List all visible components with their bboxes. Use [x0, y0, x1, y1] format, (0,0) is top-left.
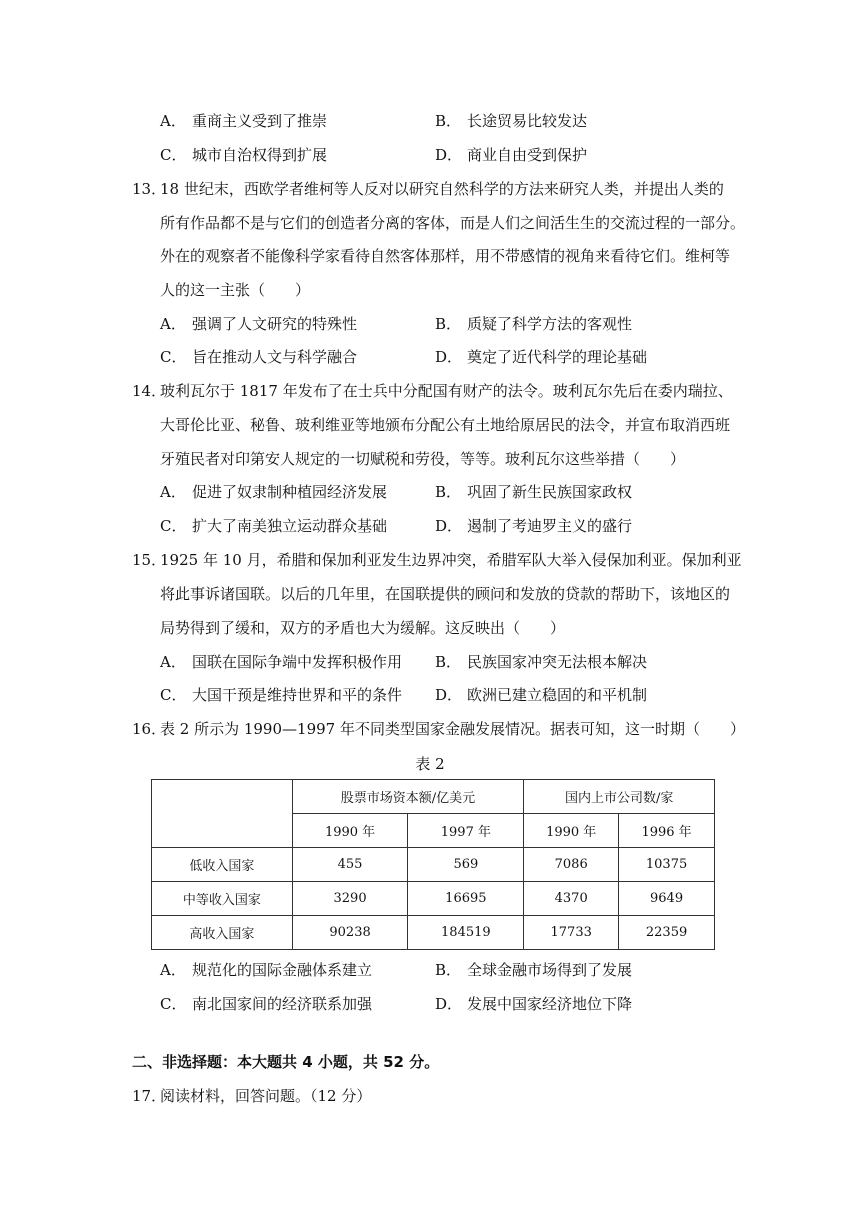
table-caption: 表 2	[415, 755, 445, 773]
q13-options-row-1	[160, 314, 720, 334]
table-cell: 10375	[619, 848, 715, 882]
q14-option-c: C． 扩大了南美独立运动群众基础	[160, 517, 388, 535]
q13-option-c: C． 旨在推动人文与科学融合	[160, 348, 358, 366]
q15-number: 15．	[132, 551, 167, 569]
q13-option-a: A． 强调了人文研究的特殊性	[160, 315, 358, 333]
q14-option-b: B． 巩固了新生民族国家政权	[435, 483, 633, 501]
q12-option-b: B． 长途贸易比较发达	[435, 112, 588, 130]
table-cell: 569	[408, 848, 524, 882]
q12-options-row-1	[160, 111, 720, 131]
table-row	[152, 848, 715, 882]
q14-option-a: A． 促进了奴隶制种植园经济发展	[160, 483, 388, 501]
q13-options-row-2	[160, 347, 720, 367]
table-cell: 17733	[524, 916, 619, 950]
q16-option-c: C． 南北国家间的经济联系加强	[160, 995, 373, 1013]
table-row	[152, 916, 715, 950]
q15-line-3: 局势得到了缓和，双方的矛盾也大为缓解。这反映出（ ）	[160, 619, 566, 637]
q12-options-row-2	[160, 145, 720, 165]
table-row-label: 中等收入国家	[152, 882, 293, 916]
q16-options-row-1	[160, 960, 720, 980]
table-row-label: 高收入国家	[152, 916, 293, 950]
q13-option-b: B． 质疑了科学方法的客观性	[435, 315, 633, 333]
q13-line-2: 所有作品都不是与它们的创造者分离的客体，而是人们之间活生生的交流过程的一部分。	[160, 214, 746, 232]
q16-line-1: 表 2 所示为 1990—1997 年不同类型国家金融发展情况。据表可知，这一时期（ ）	[160, 720, 745, 738]
q16-option-b: B． 全球金融市场得到了发展	[435, 961, 633, 979]
table-cell: 7086	[524, 848, 619, 882]
q15-options-row-2	[160, 685, 720, 705]
table-row-label: 低收入国家	[152, 848, 293, 882]
q14-options-row-1	[160, 482, 720, 502]
q15-option-d: D． 欧洲已建立稳固的和平机制	[435, 686, 648, 704]
q14-line-3: 牙殖民者对印第安人规定的一切赋税和劳役，等等。玻利瓦尔这些举措（ ）	[160, 450, 686, 468]
table-cell: 455	[292, 848, 408, 882]
q14-option-d: D． 遏制了考迪罗主义的盛行	[435, 517, 633, 535]
table-cell: 184519	[408, 916, 524, 950]
q15-options-row-1	[160, 652, 720, 672]
table-year-header: 1996 年	[619, 814, 715, 848]
q14-options-row-2	[160, 516, 720, 536]
q15-option-b: B． 民族国家冲突无法根本解决	[435, 653, 648, 671]
table-cell: 22359	[619, 916, 715, 950]
q13-number: 13．	[132, 180, 167, 198]
q15-line-2: 将此事诉诸国联。以后的几年里，在国联提供的顾问和发放的贷款的帮助下，该地区的	[160, 585, 731, 603]
table-cell: 3290	[292, 882, 408, 916]
q15-line-1: 1925 年 10 月，希腊和保加利亚发生边界冲突，希腊军队大举入侵保加利亚。保加利亚	[160, 551, 742, 569]
table-cell: 16695	[408, 882, 524, 916]
table-corner-cell	[152, 780, 293, 848]
q13-line-1: 18 世纪末，西欧学者维柯等人反对以研究自然科学的方法来研究人类，并提出人类的	[160, 180, 724, 198]
table-cell: 4370	[524, 882, 619, 916]
q16-option-a: A． 规范化的国际金融体系建立	[160, 961, 373, 979]
finance-table	[151, 779, 715, 950]
q14-number: 14．	[132, 382, 167, 400]
q14-line-2: 大哥伦比亚、秘鲁、玻利维亚等地颁布分配公有土地给原居民的法令，并宣布取消西班	[160, 416, 731, 434]
q13-option-d: D． 奠定了近代科学的理论基础	[435, 348, 648, 366]
q16-options-row-2	[160, 994, 720, 1014]
q13-line-4: 人的这一主张（ ）	[160, 281, 311, 299]
table-row	[152, 882, 715, 916]
q14-line-1: 玻利瓦尔于 1817 年发布了在士兵中分配国有财产的法令。玻利瓦尔先后在委内瑞拉、	[160, 382, 733, 400]
table-year-header: 1990 年	[292, 814, 408, 848]
table-group-header-market-cap: 股票市场资本额/亿美元	[292, 780, 524, 814]
table-cell: 90238	[292, 916, 408, 950]
q17-number: 17．	[132, 1087, 167, 1105]
q16-number: 16．	[132, 720, 167, 738]
table-group-header-listed-companies: 国内上市公司数/家	[524, 780, 715, 814]
table-year-header: 1997 年	[408, 814, 524, 848]
q13-line-3: 外在的观察者不能像科学家看待自然客体那样，用不带感情的视角来看待它们。维柯等	[160, 247, 731, 265]
q12-option-d: D． 商业自由受到保护	[435, 146, 588, 164]
table-header-row-1	[152, 780, 715, 814]
q15-option-c: C． 大国干预是维持世界和平的条件	[160, 686, 403, 704]
q15-option-a: A． 国联在国际争端中发挥积极作用	[160, 653, 403, 671]
q12-option-a: A． 重商主义受到了推崇	[160, 112, 328, 130]
q17-line-1: 阅读材料，回答问题。（12 分）	[160, 1087, 372, 1105]
q12-option-c: C． 城市自治权得到扩展	[160, 146, 328, 164]
table-cell: 9649	[619, 882, 715, 916]
section-heading: 二、非选择题：本大题共 4 小题，共 52 分。	[132, 1053, 440, 1071]
table-year-header: 1990 年	[524, 814, 619, 848]
q16-option-d: D． 发展中国家经济地位下降	[435, 995, 633, 1013]
